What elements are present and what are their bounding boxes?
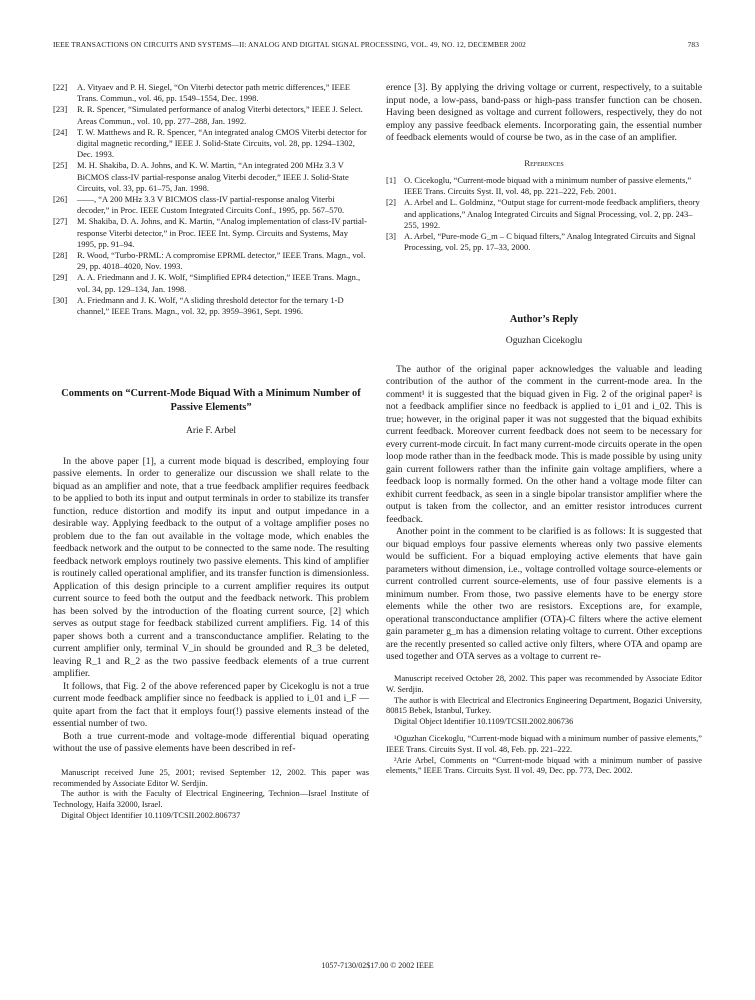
reference-item (53, 295, 369, 317)
reference-text: T. W. Matthews and R. R. Spencer, “An integrated analog CMOS Viterbi detector for digital magnetic recording,” IEEE J. Solid-State Circuits, vol. 28, pp. 1294–1302, Dec. 1993. (77, 126, 367, 160)
reference-number: [24] (53, 126, 68, 137)
reference-item (53, 194, 369, 216)
journal-title: IEEE TRANSACTIONS ON CIRCUITS AND SYSTEMS—II: ANALOG AND DIGITAL SIGNAL PROCESSING, VOL. 49, NO. 12, DECEMBER 2002 (53, 40, 526, 49)
footnote-2: ²Arie Arbel, Comments on “Current-mode biquad with a minimum number of passive elements,” IEEE Trans. Circuits Syst. II vol. 49, Dec. pp. 773, Dec. 2002. (386, 755, 702, 776)
reference-text: R. R. Spencer, “Simulated performance of analog Viterbi detectors,” IEEE J. Select. Areas Commun., vol. 10, pp. 277–288, Jan. 1992. (77, 104, 363, 126)
footnote-1: ¹Oguzhan Cicekoglu, “Current-mode biquad with a minimum number of passive elements,” IEEE Trans. Circuits Syst. II vol. 48, Feb. pp. 221–222. (386, 733, 702, 754)
reference-text: O. Cicekoglu, “Current-mode biquad with a minimum number of passive elements,” IEEE Trans. Circuits Syst. II, vol. 48, pp. 221–222, Feb. 2001. (404, 175, 692, 197)
reference-item (53, 216, 369, 250)
reference-number: [22] (53, 82, 68, 92)
reference-text: M. H. Shakiba, D. A. Johns, and K. W. Martin, “An integrated 200 MHz 3.3 V BiCMOS class-IV partial-response analog Viterbi decoder,” IEEE J. Solid-State Circuits, vol. 33, pp. 61–75, Jan. 1998. (77, 160, 349, 193)
reference-item (53, 272, 369, 294)
reference-item (53, 250, 369, 272)
reply-footnotes (386, 674, 702, 777)
doi-note: Digital Object Identifier 10.1109/TCSII.2002.806737 (61, 810, 241, 820)
comment-paragraph: In the above paper [1], a current mode biquad is described, employing four passive elements. In order to generalize our discussion we shall relate to the biquad as an amplifier and note, that a true feedback amplifier requires feedback to be applied to both its input and output terminals in order to stabilize its transfer function, reduce distortion and modify its input and output impedance in a desirable way. Applying feedback to the output of a voltage amplifier poses no problem due to the fan out available in the voltage mode, which enables the feedback network and the output to be connected to the same node. The resulting feedback network employs routinely two passive elements. This kind of amplifier is routinely called operational amplifier, and its transfer function is dimensionless. Application of this design principle to a current amplifier requires its output current source to feed both the output and the feedback network. This problem has been solved by the introduction of the floating current source, [2] which serves as output stage for feedback stabilized current amplifiers. Fig. 14 of this paper shows both a current and a transconductance amplifier. Relating to the current amplifier only, terminal V_in should be grounded and R_3 be deleted, leaving R_1 and R_2 as the two passive feedback elements of a true current amplifier. (53, 455, 369, 680)
reference-text: A. A. Friedmann and J. K. Wolf, “Simplified EPR4 detection,” IEEE Trans. Magn., vol. 34, pp. 129–134, Jan. 1998. (77, 272, 361, 294)
reference-item (386, 197, 702, 231)
reference-text: M. Shakiba, D. A. Johns, and K. Martin, “Analog implementation of class-IV partial-response Viterbi detector,” in Proc. IEEE Int. Symp. Circuits and Systems, May 1995, pp. 91–94. (77, 216, 367, 249)
received-note: Manuscript received June 25, 2001; revised September 12, 2002. This paper was recommended by Associate Editor W. Serdjin. (53, 767, 369, 788)
right-reference-list (386, 175, 702, 253)
comment-footnotes (53, 768, 369, 822)
reference-number: [26] (53, 194, 68, 205)
reference-number: [29] (53, 272, 68, 283)
right-column (386, 82, 702, 777)
reply-paragraph: Another point in the comment to be clarified is as follows: It is suggested that our biquad employs four passive elements whereas only two passive elements would be sufficient. For a biquad employing active elements that have gain parameters without dimension, i.e., voltage controlled voltage source-elements or current controlled current source-elements, use of four passive elements is a minimum number. From those, two passive elements have to be energy store elements while the other two are resistors. Exceptions are, for example, operational transconductance amplifier (OTA)-C filters where the active element gain parameter g_m has a dimension relating voltage to current. Other exceptions are the recently presented so called active only filters, where OTA and opamp are used together and OTA serves as a voltage to current re- (386, 526, 702, 663)
comment-author: Arie F. Arbel (185, 425, 237, 437)
affiliation-note: The author is with the Faculty of Electrical Engineering, Technion—Israel Institute of Technology, Haifa 32000, Israel. (53, 789, 369, 810)
reference-number: [2] (386, 197, 396, 208)
reference-number: [3] (386, 231, 396, 242)
continuation-paragraph: erence [3]. By applying the driving voltage or current, respectively, to a suitable input node, a low-pass, band-pass or high-pass transfer function can be chosen. Having been designed as voltage and current followers, respectively, they do not employ any passive feedback elements. Incorporating gain, the essential number of feedback elements would of course be two, as in the case of an amplifier. (386, 82, 702, 143)
received-note: Manuscript received October 28, 2002. This paper was recommended by Associate Editor W. Serdjin. (386, 673, 702, 694)
reply-title: Author’s Reply (509, 314, 579, 326)
affiliation-note: The author is with Electrical and Electronics Engineering Department, Bogazici University, 80815 Bebek, Istanbul, Turkey. (386, 695, 702, 716)
reference-item (53, 127, 369, 161)
comment-title: Comments on “Current-Mode Biquad With a Minimum Number of Passive Elements” (61, 388, 361, 414)
reference-number: [1] (386, 175, 396, 185)
reply-author: Oguzhan Cicekoglu (505, 335, 583, 347)
reference-item (53, 104, 369, 126)
doi-note: Digital Object Identifier 10.1109/TCSII.2002.806736 (394, 717, 574, 727)
reference-number: [30] (53, 294, 68, 305)
reference-text: ——, “A 200 MHz 3.3 V BICMOS class-IV partial-response analog Viterbi decoder,” in Proc. IEEE Custom Integrated Circuits Conf., 1995, pp. 567–570. (77, 194, 345, 216)
reference-number: [23] (53, 104, 68, 115)
comment-paragraph: Both a true current-mode and voltage-mode differential biquad operating without the use of passive elements have been described in ref- (53, 730, 369, 755)
reference-text: R. Wood, “Turbo-PRML: A compromise EPRML detector,” IEEE Trans. Magn., vol. 29, pp. 4018–4020, Nov. 1993. (77, 250, 366, 272)
running-header (53, 40, 699, 49)
left-column (53, 82, 369, 822)
reference-number: [28] (53, 250, 68, 261)
reference-text: A. Vityaev and P. H. Siegel, “On Viterbi detector path metric differences,” IEEE Trans. Commun., vol. 46, pp. 1549–1554, Dec. 1998. (77, 82, 351, 104)
reference-number: [25] (53, 160, 68, 171)
reply-paragraph: The author of the original paper acknowledges the valuable and leading contribution of the author of the comment in the current-mode area. In the comment¹ it is suggested that the biquad given in Fig. 2 of the original paper² is not a feedback amplifier since no feedback is applied to i_01 and i_02. This is true; however, in the original paper it was not suggested that the biquad exhibits current feedback. Moreover current feedback does not seem to be necessary for every current-mode circuit. In fact many current-mode circuits operate in the open loop mode rather than in the feedback mode. This is made possible by using unity gain current followers rather than the infinite gain voltage amplifiers, where a feedback loop is normally formed. On the other hand a voltage mode filter can exhibit current feedback, as seen in a single bipolar transistor amplifier where the output is taken from the collector, and an emitter resistor introduces current feedback. (386, 363, 702, 525)
reference-number: [27] (53, 216, 68, 227)
reference-item (53, 160, 369, 194)
left-reference-list (53, 82, 369, 317)
copyright-footer: 1057-7130/02$17.00 © 2002 IEEE (321, 961, 434, 970)
reference-text: A. Arbel and L. Goldminz, “Output stage for current-mode feedback amplifiers, theory and applications,” Analog Integrated Circuits and Signal Processing, vol. 2, pp. 243–255, 1992. (404, 197, 700, 230)
references-heading: References (524, 157, 564, 168)
reference-item (386, 175, 702, 197)
reference-item (53, 82, 369, 104)
page-number: 783 (687, 40, 699, 49)
reference-text: A. Arbel, “Pure-mode G_m – C biquad filters,” Analog Integrated Circuits and Signal Processing, vol. 25, pp. 17–33, 2000. (404, 231, 696, 253)
reference-text: A. Friedmann and J. K. Wolf, “A sliding threshold detector for the ternary 1-D channel,” IEEE Trans. Magn., vol. 32, pp. 3959–3961, Sept. 1996. (77, 294, 344, 317)
comment-paragraph: It follows, that Fig. 2 of the above referenced paper by Cicekoglu is not a true current mode feedback amplifier since no feedback is applied to i_01 and i_F —quite apart from the fact that it employs four(!) passive elements instead of the essential number of two. (53, 680, 369, 730)
reference-item (386, 231, 702, 253)
